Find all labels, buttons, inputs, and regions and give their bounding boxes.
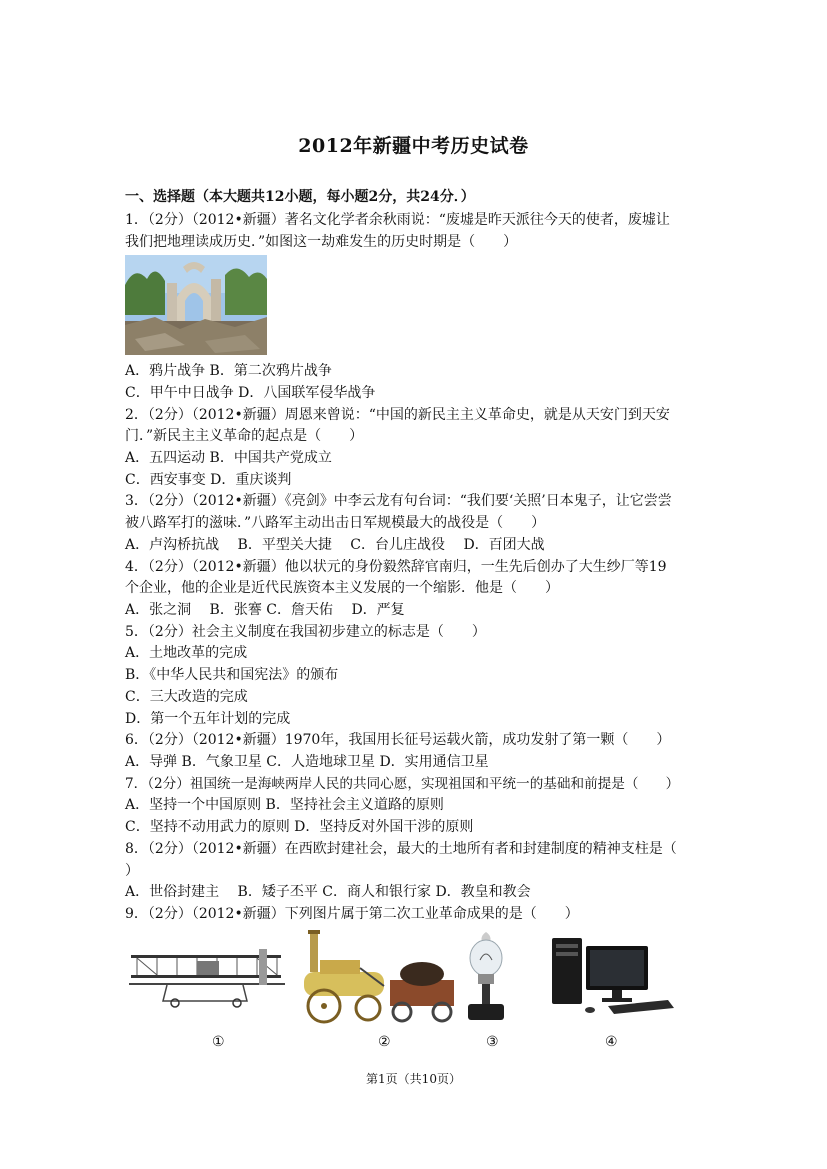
question-line: ） bbox=[125, 863, 139, 879]
question-line: 6．（2分）（2012•新疆）1970年，我国用长征号运载火箭，成功发射了第一颗（ ） bbox=[125, 732, 671, 748]
option-line: C．甲午中日战争 D．八国联军侵华战争 bbox=[125, 385, 376, 401]
option-line: A．五四运动 B．中国共产党成立 bbox=[125, 450, 332, 466]
question-line: 9．（2分）（2012•新疆）下列图片属于第二次工业革命成果的是（ ） bbox=[125, 906, 579, 922]
question-line: 2．（2分）（2012•新疆）周恩来曾说：“中国的新民主主义革命史，就是从天安门到天安 bbox=[125, 407, 670, 423]
section-heading: 一、选择题（本大题共12小题，每小题2分，共24分．） bbox=[125, 189, 475, 205]
page-footer: 第1页（共10页） bbox=[366, 1072, 461, 1086]
question-line: 门．”新民主主义革命的起点是（ ） bbox=[125, 428, 364, 444]
option-line: A．鸦片战争 B．第二次鸦片战争 bbox=[125, 363, 332, 379]
question-line: 被八路军打的滋味．”八路军主动出击日军规模最大的战役是（ ） bbox=[125, 515, 546, 531]
locomotive-picture bbox=[300, 930, 460, 1025]
computer-picture bbox=[550, 936, 678, 1018]
airplane-picture bbox=[127, 945, 287, 1015]
option-line: D．第一个五年计划的完成 bbox=[125, 711, 291, 727]
question-line: 8．（2分）（2012•新疆）在西欧封建社会，最大的土地所有者和封建制度的精神支柱是（ bbox=[125, 841, 677, 857]
option-line: A．土地改革的完成 bbox=[125, 645, 248, 661]
picture-label: ③ bbox=[486, 1034, 499, 1050]
option-line: C．坚持不动用武力的原则 D．坚持反对外国干涉的原则 bbox=[125, 819, 474, 835]
question-line: 3．（2分）（2012•新疆）《亮剑》中李云龙有句台词：“我们要‘关照’日本鬼子，让它尝尝 bbox=[125, 493, 672, 509]
option-line: A．坚持一个中国原则 B．坚持社会主义道路的原则 bbox=[125, 797, 444, 813]
option-line: A．卢沟桥抗战 B．平型关大捷 C．台儿庄战役 D．百团大战 bbox=[125, 537, 545, 553]
question-line: 1．（2分）（2012•新疆）著名文化学者余秋雨说：“废墟是昨天派往今天的使者，废墟让 bbox=[125, 212, 670, 228]
page-title: 2012年新疆中考历史试卷 bbox=[298, 135, 529, 157]
question-line: 个企业，他的企业是近代民族资本主义发展的一个缩影．他是（ ） bbox=[125, 580, 559, 596]
option-line: C．三大改造的完成 bbox=[125, 689, 248, 705]
option-line: A．导弹 B．气象卫星 C．人造地球卫星 D．实用通信卫星 bbox=[125, 754, 489, 770]
question-line: 7．（2分）祖国统一是海峡两岸人民的共同心愿，实现祖国和平统一的基础和前提是（ ） bbox=[125, 776, 680, 792]
question-line: 4．（2分）（2012•新疆）他以状元的身份毅然辞官南归，一生先后创办了大生纱厂等19 bbox=[125, 559, 667, 575]
question-line: 5．（2分）社会主义制度在我国初步建立的标志是（ ） bbox=[125, 624, 486, 640]
picture-label: ② bbox=[378, 1034, 391, 1050]
option-line: A．世俗封建主 B．矮子丕平 C．商人和银行家 D．教皇和教会 bbox=[125, 884, 531, 900]
picture-label: ① bbox=[212, 1034, 225, 1050]
picture-label: ④ bbox=[605, 1034, 618, 1050]
light-bulb-picture bbox=[462, 930, 510, 1025]
ruins-photo bbox=[125, 255, 267, 355]
option-line: B．《中华人民共和国宪法》的颁布 bbox=[125, 667, 339, 683]
question-line: 我们把地理读成历史．”如图这一劫难发生的历史时期是（ ） bbox=[125, 234, 518, 250]
option-line: A．张之洞 B．张謇 C．詹天佑 D．严复 bbox=[125, 602, 405, 618]
option-line: C．西安事变 D．重庆谈判 bbox=[125, 472, 292, 488]
